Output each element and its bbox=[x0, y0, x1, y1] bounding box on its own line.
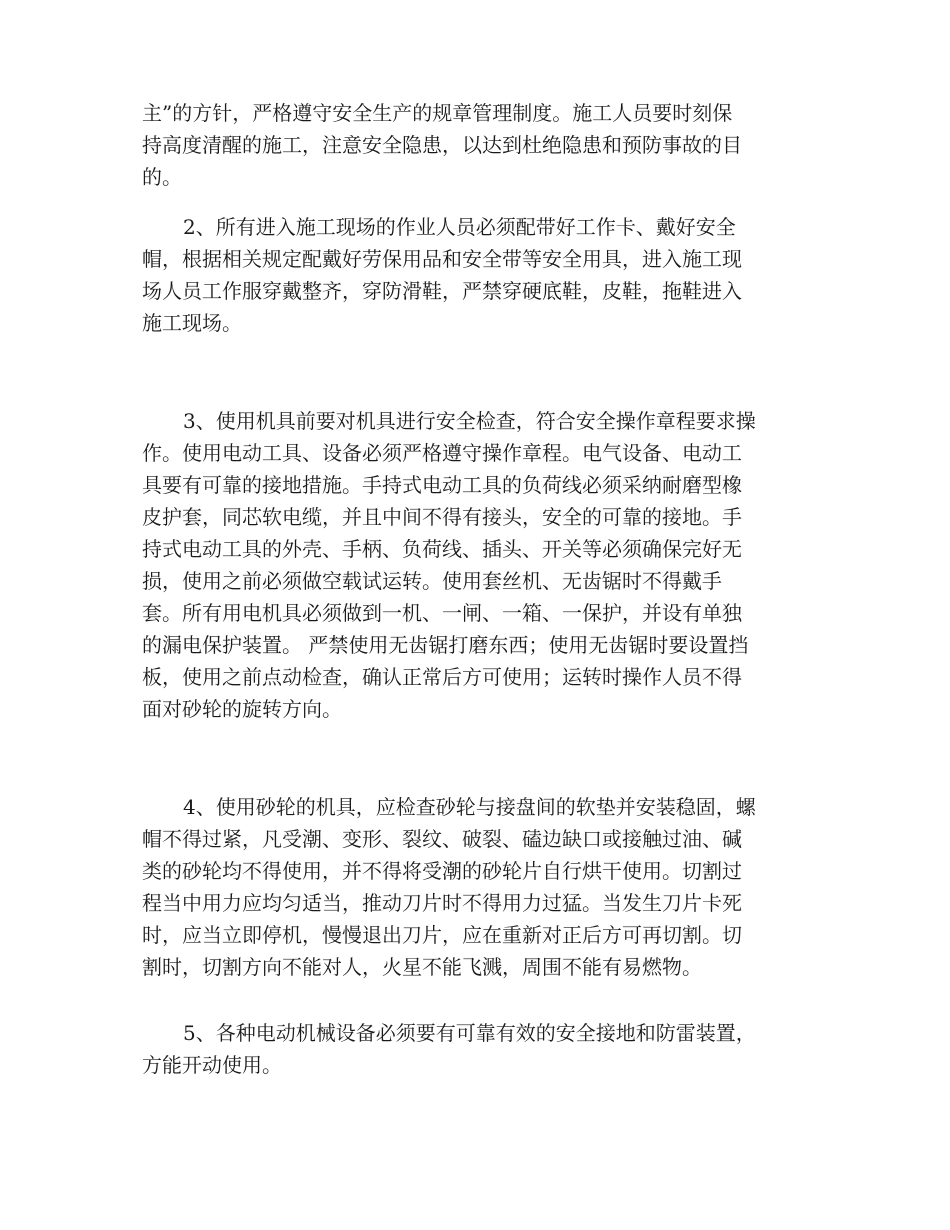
paragraph-line: 持高度清醒的施工，注意安全隐患，以达到杜绝隐患和预防事故的目 bbox=[142, 133, 742, 157]
paragraph-line: 5、各种电动机械设备必须要有可靠有效的安全接地和防雷装置， bbox=[183, 1021, 756, 1045]
paragraph-line: 帽不得过紧，凡受潮、变形、裂纹、破裂、磕边缺口或接触过油、碱 bbox=[142, 827, 742, 851]
paragraph-line: 面对砂轮的旋转方向。 bbox=[142, 697, 342, 721]
paragraph-line: 割时，切割方向不能对人，火星不能飞溅，周围不能有易燃物。 bbox=[142, 955, 702, 979]
paragraph-line: 3、使用机具前要对机具进行安全检查，符合安全操作章程要求操 bbox=[183, 409, 756, 433]
paragraph-line: 类的砂轮均不得使用，并不得将受潮的砂轮片自行烘干使用。切割过 bbox=[142, 859, 742, 883]
paragraph-line: 场人员工作服穿戴整齐，穿防滑鞋，严禁穿硬底鞋，皮鞋，拖鞋进入 bbox=[142, 279, 742, 303]
paragraph-line: 持式电动工具的外壳、手柄、负荷线、插头、开关等必须确保完好无 bbox=[142, 537, 742, 561]
paragraph-line: 损，使用之前必须做空载试运转。使用套丝机、无齿锯时不得戴手 bbox=[142, 569, 722, 593]
paragraph-line: 具要有可靠的接地措施。手持式电动工具的负荷线必须采纳耐磨型橡 bbox=[142, 473, 742, 497]
paragraph-line: 皮护套，同芯软电缆，并且中间不得有接头，安全的可靠的接地。手 bbox=[142, 505, 742, 529]
paragraph-line: 时，应当立即停机，慢慢退出刀片，应在重新对正后方可再切割。切 bbox=[142, 923, 742, 947]
paragraph-line: 方能开动使用。 bbox=[142, 1053, 282, 1077]
paragraph-line: 2、所有进入施工现场的作业人员必须配带好工作卡、戴好安全 bbox=[183, 215, 736, 239]
paragraph-line: 板，使用之前点动检查，确认正常后方可使用；运转时操作人员不得 bbox=[142, 665, 742, 689]
paragraph-2 bbox=[142, 211, 810, 339]
paragraph-line: 4、使用砂轮的机具，应检查砂轮与接盘间的软垫并安装稳固，螺 bbox=[183, 795, 756, 819]
paragraph-line: 施工现场。 bbox=[142, 311, 242, 335]
paragraph-4 bbox=[142, 791, 810, 983]
paragraph-1 bbox=[142, 97, 810, 193]
paragraph-line: 套。所有用电机具必须做到一机、一闸、一箱、一保护，并设有单独 bbox=[142, 601, 742, 625]
paragraph-3 bbox=[142, 405, 810, 725]
paragraph-line: 程当中用力应均匀适当，推动刀片时不得用力过猛。当发生刀片卡死 bbox=[142, 891, 742, 915]
paragraph-line: 的漏电保护装置。 严禁使用无齿锯打磨东西；使用无齿锯时要设置挡 bbox=[142, 633, 749, 657]
paragraph-5 bbox=[142, 1017, 810, 1081]
paragraph-line: 帽，根据相关规定配戴好劳保用品和安全带等安全用具，进入施工现 bbox=[142, 247, 742, 271]
paragraph-line: 的。 bbox=[142, 165, 182, 189]
paragraph-line: 作。使用电动工具、设备必须严格遵守操作章程。电气设备、电动工 bbox=[142, 441, 742, 465]
paragraph-line: 主”的方针，严格遵守安全生产的规章管理制度。施工人员要时刻保 bbox=[142, 101, 733, 125]
